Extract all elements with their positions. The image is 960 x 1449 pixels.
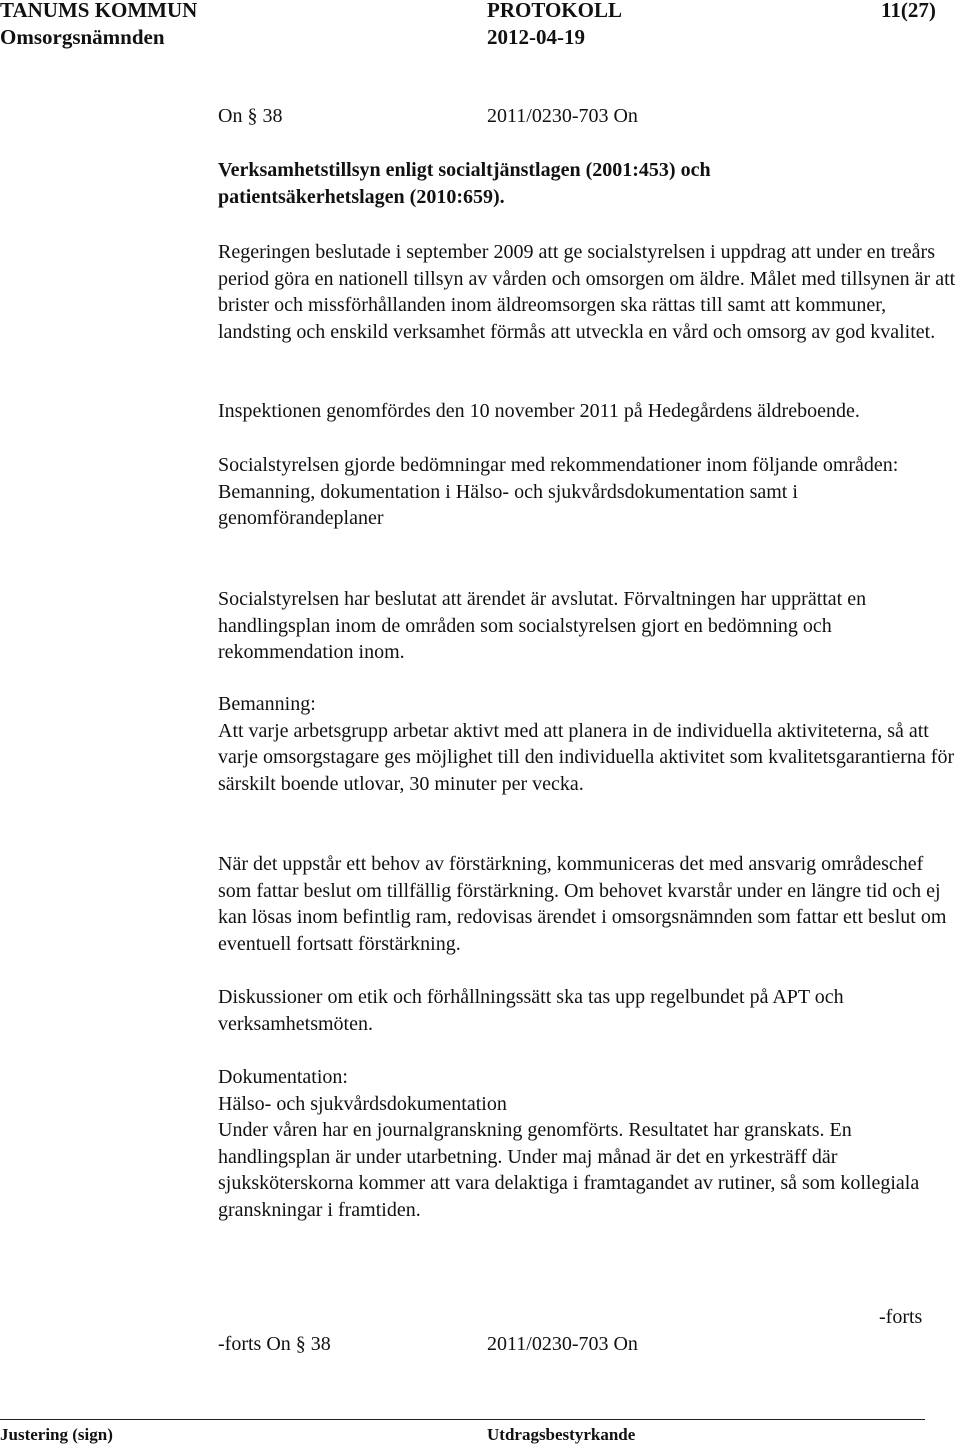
paragraph-text: Under våren har en journalgranskning genomförts. Resultatet har granskats. En handlingsplan är under utarbetning. Under maj månad är det en yrkesträff där sjuksköterskorna kommer att vara delaktiga i framtagandet av rutiner, så som kollegiala granskningar i framtiden. xyxy=(218,1119,920,1221)
paragraph-text: Regeringen beslutade i september 2009 att ge socialstyrelsen i uppdrag att under en treårs period göra en nationell tillsyn av vården och omsorgen om äldre. Målet med tillsynen är att brister och missförhållanden inom äldreomsorgen ska rättas till samt att kommuner, landsting och enskild verksamhet förmås att utveckla en vård och omsorg av god kvalitet. xyxy=(218,241,956,343)
paragraph-text: Socialstyrelsen gjorde bedömningar med rekommendationer inom följande områden: xyxy=(218,454,899,476)
case-number: 2011/0230-703 On xyxy=(487,105,638,127)
body-paragraph xyxy=(218,398,958,425)
paragraph-text: Bemanning, dokumentation i Hälso- och sjukvårdsdokumentation samt i genomförandeplaner xyxy=(218,480,798,529)
body-paragraph xyxy=(218,1064,958,1223)
paragraph-text: Socialstyrelsen har beslutat att ärendet är avslutat. Förvaltningen har upprättat en handlingsplan inom de områden som socialstyrelsen gjort en bedömning och rekommendation inom. xyxy=(218,588,867,663)
paragraph-heading: Dokumentation: xyxy=(218,1066,348,1088)
body-paragraph xyxy=(218,851,958,957)
body-paragraph xyxy=(218,984,958,1037)
section-title-line: patientsäkerhetslagen (2010:659). xyxy=(218,185,505,208)
body-paragraph xyxy=(218,691,958,797)
meeting-date: 2012-04-19 xyxy=(487,25,585,49)
continuation-paragraph: -forts On § 38 xyxy=(218,1333,331,1355)
paragraph-text: När det uppstår ett behov av förstärkning, kommuniceras det med ansvarig områdeschef som fattar beslut om tillfällig förstärkning. Om behovet kvarstår under en längre tid och ej kan lösas inom befintlig ram, redovisas ärendet i omsorgsnämnden som fattar ett beslut om eventuell fortsatt förstärkning. xyxy=(218,853,947,955)
body-paragraph xyxy=(218,239,958,345)
signature-label: Justering (sign) xyxy=(0,1425,113,1444)
section-title xyxy=(218,157,958,210)
page-number: 11(27) xyxy=(881,0,936,22)
document-type: PROTOKOLL xyxy=(487,0,622,22)
forts-marker: -forts xyxy=(879,1306,923,1328)
case-paragraph: On § 38 xyxy=(218,105,283,127)
committee-name: Omsorgsnämnden xyxy=(0,25,165,49)
paragraph-heading: Bemanning: xyxy=(218,693,316,715)
continuation-case-number: 2011/0230-703 On xyxy=(487,1333,638,1355)
extract-certification-label: Utdragsbestyrkande xyxy=(487,1425,636,1444)
section-title-line: Verksamhetstillsyn enligt socialtjänstlagen (2001:453) och xyxy=(218,159,711,181)
paragraph-text: Inspektionen genomfördes den 10 november 2011 på Hedegårdens äldreboende. xyxy=(218,400,860,422)
body-paragraph xyxy=(218,586,958,666)
municipality-name: TANUMS KOMMUN xyxy=(0,0,198,22)
footer-divider xyxy=(0,1419,925,1420)
body-paragraph xyxy=(218,452,958,532)
paragraph-text: Diskussioner om etik och förhållningssätt ska tas upp regelbundet på APT och verksamhetsmöten. xyxy=(218,986,844,1035)
paragraph-subheading: Hälso- och sjukvårdsdokumentation xyxy=(218,1092,507,1115)
paragraph-text: Att varje arbetsgrupp arbetar aktivt med att planera in de individuella aktiviteterna, så att varje omsorgstagare ges möjlighet till den individuella aktivitet som kvalitetsgarantierna för särskilt boende utlovar, 30 minuter per vecka. xyxy=(218,719,955,795)
